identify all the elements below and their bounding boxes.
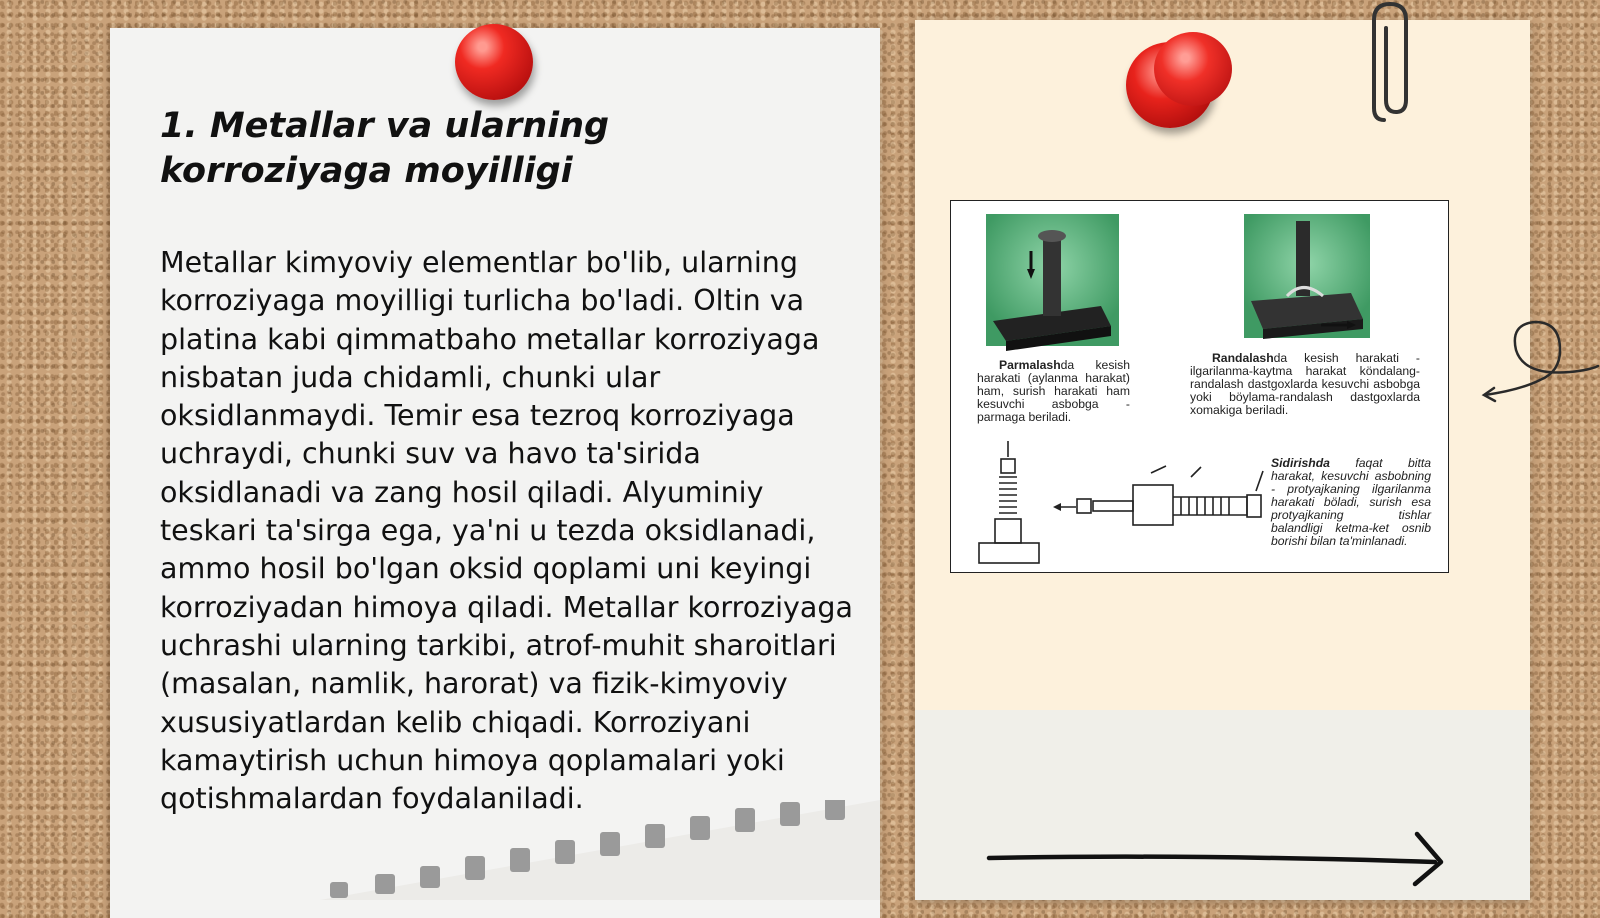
body-paragraph: Metallar kimyoviy elementlar bo'lib, ularning korroziyaga moyilligi turlicha bo'ladi. Oltin va platina kabi qimmatbaho metallar korroziyaga nisbatan juda chidamli, chunki ular oksidlanmaydi. Temir esa tezroq korroziyaga uchraydi, chunki suv va havo ta'sirida oksidlanadi va zang hosil qiladi. Alyuminiy teskari ta'sirga ega, ya'ni u tezda oksidlanadi, ammo hosil bo'lgan oksid qoplami uni keyingi korroziyadan himoya qiladi. Metallar korroziyaga uchrashi ularning tarkibi, atrof-muhit sharoitlari (masalan, namlik, harorat) va fizik-kimyoviy xususiyatlardan kelib chiqadi. Korroziyani kamaytirish uchun himoya qoplamalari yoki qotishmalardan foydalaniladi. bbox=[160, 246, 853, 816]
machining-diagram-figure bbox=[950, 200, 1449, 573]
long-arrow-icon bbox=[985, 828, 1450, 888]
paper-clip-icon bbox=[1370, 0, 1420, 130]
push-pin-icon bbox=[1154, 32, 1232, 106]
push-pin-icon bbox=[455, 24, 533, 100]
scribble-arrow-icon bbox=[1480, 310, 1600, 410]
page-title: 1. Metallar va ularning korroziyaga moyilligi bbox=[160, 106, 610, 191]
caption-drilling: Parmalashda kesish harakati (aylanma harakat) ham, surish harakati ham kesuvchi asbobga - parmaga beriladi. bbox=[977, 358, 1130, 424]
caption-broaching: Sidirishda faqat bitta harakat, kesuvchi asbobning - protyajkaning ilgarilanma harakati böladi, surish esa protyajkaning tishlar balandligi ketma-ket osnib borishi bilan ta'minlanadi. bbox=[1271, 456, 1431, 548]
caption-planing: Randalashda kesish harakati - ilgarilanma-kaytma harakat köndalang-randalash dastgoxlarda kesuvchi asbobga yoki böylama-randalash dastgoxlarda xomakiga beriladi. bbox=[1190, 351, 1420, 417]
